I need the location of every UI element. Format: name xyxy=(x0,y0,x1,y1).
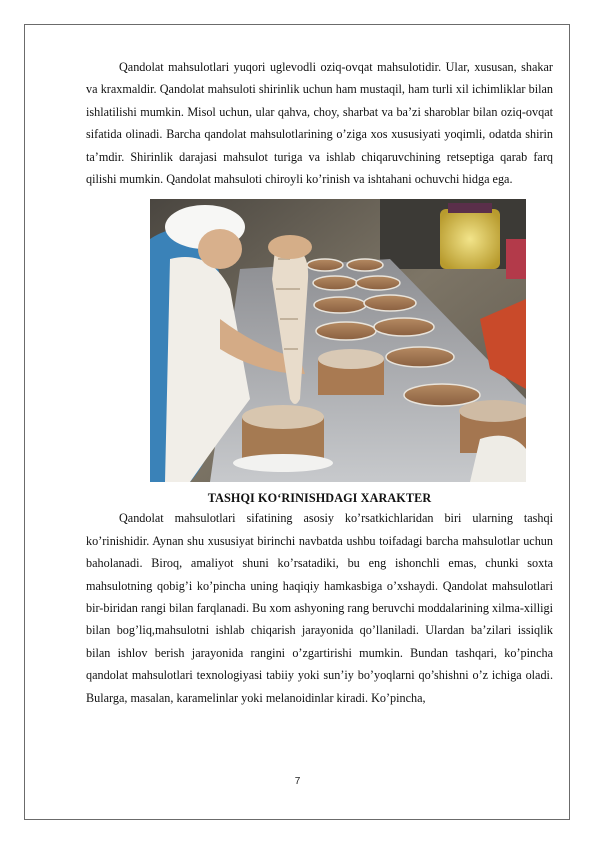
page-number: 7 xyxy=(294,776,301,787)
paragraph-intro: Qandolat mahsulotlari yuqori uglevodli oziq-ovqat mahsulotidir. Ular, xususan, shakar va kraxmaldir. Qandolat mahsuloti shirinlik uchun ham mustaqil, ham turli xil ichimliklar bilan ishlatilishi mumkin. Misol uchun, ular qahva, choy, sharbat va ba’zi sharoblar bilan oziq-ovqat sifatida olinadi. Barcha qandolat mahsulotlarining o’ziga xos xususiyati yoqimli, odatda shirin ta’mdir. Shirinlik darajasi mahsulot turiga va ishlab chiqaruvchining retseptiga qarab farq qilishi mumkin. Qandolat mahsuloti chiroyli ko’rinish va ishtahani ochuvchi hidga ega. xyxy=(86,60,553,187)
paragraph-appearance: Qandolat mahsulotlari sifatining asosiy ko’rsatkichlaridan biri ularning tashqi ko’rinishidir. Aynan shu xususiyat birinchi navbatda ushbu toifadagi barcha mahsulotlar uchun baholanadi. Biroq, amaliyot shuni ko’rsatadiki, bu eng ishonchli emas, chunki soxta mahsulotning qobig’i ko’pincha uning haqiqiy hamkasbiga o’xshaydi. Qandolat mahsulotlari bir-biridan rangi bilan farqlanadi. Bu xom ashyoning rang beruvchi moddalarining xilma-xilligi bilan bog’liq,mahsulotni ishlab chiqarish jarayonida qo’llaniladi. Ulardan ba’zilari issiqlik bilan ishlov berish jarayonida rangini o’zgartirishi mumkin. Bundan tashqari, ko’pincha qandolat mahsulotlari texnologiyasi tabiiy yoki sun’iy bo’yoqlarni qo’shishni o’z ichiga oladi. Bularga, masalan, karamelinlar yoki melanoidinlar kiradi. Ko’pincha, xyxy=(86,511,553,705)
cake-decorating-photo xyxy=(150,199,526,482)
document-body xyxy=(86,56,553,709)
photo-cake-decorating-icon xyxy=(150,199,526,482)
section-title: TASHQI KOʻRINISHDAGI XARAKTER xyxy=(207,491,432,506)
